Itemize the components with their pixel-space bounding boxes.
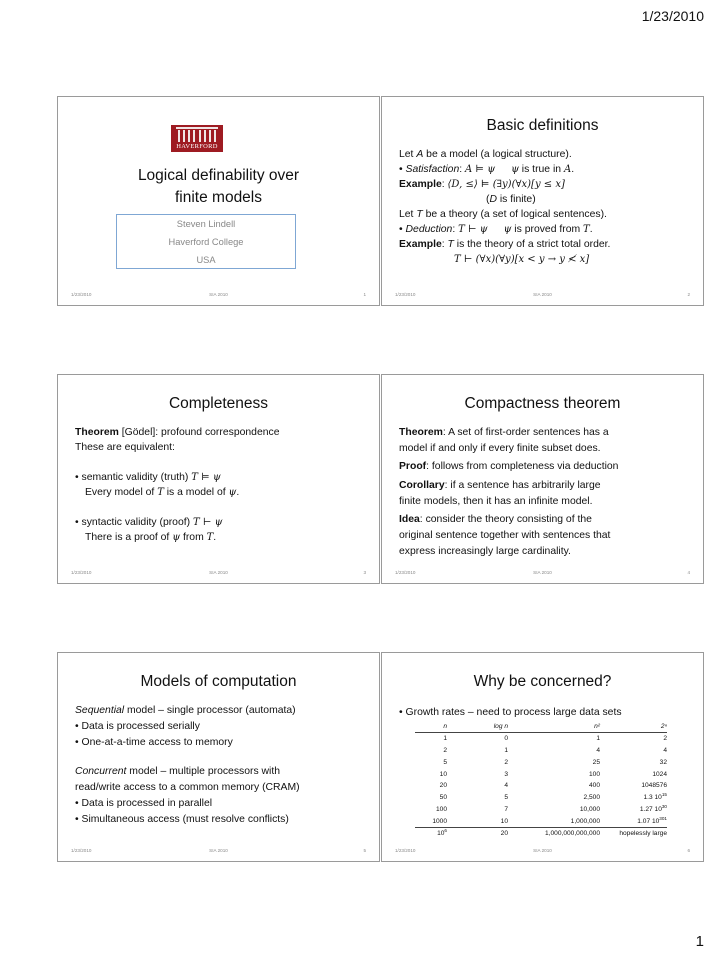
table-row: 50 5 2,500 1.3 $10^{15}$ — [439, 791, 667, 802]
slide-title: Basic definitions — [486, 117, 599, 134]
slide-1 — [57, 96, 380, 306]
slide-title: Compactness theorem — [464, 395, 621, 412]
slide-2 — [381, 96, 704, 306]
table-row: 5 2 25 32 — [443, 758, 667, 766]
slide-footer: 1/23/2010 SIA 2010 6 — [395, 848, 690, 853]
page-header-date: 1/23/2010 — [641, 8, 704, 24]
slide-3 — [57, 374, 380, 584]
slide-body: Theorem: A set of first-order sentences has a model if and only if every finite subset does. Proof: follows from completeness via deduction Corollary: if a sentence has arbitrarily large finite models, then it has an infinite model. Idea: consider the theory consisting of the original sentence together with sentences that express increasingly large cardinality. — [399, 427, 619, 558]
slide-title: Models of computation — [140, 673, 297, 690]
table-row: 2 1 4 4 — [443, 746, 667, 754]
author-institution: Haverford College — [168, 237, 244, 247]
slide-6 — [381, 652, 704, 862]
slide-body: • Growth rates – need to process large data sets — [399, 707, 622, 718]
slide-title: Logical definability over finite models — [137, 167, 300, 206]
logo-text: HAVERFORD — [176, 143, 218, 150]
haverford-logo — [171, 125, 223, 152]
column-header: n — [415, 721, 447, 733]
column-header: n² — [508, 721, 600, 733]
slide-title: Why be concerned? — [473, 673, 612, 690]
slide-4 — [381, 374, 704, 584]
slide-footer: 1/23/2010 SIA 2010 4 — [395, 570, 690, 575]
slide-title: Completeness — [168, 395, 269, 412]
author-country: USA — [196, 255, 216, 265]
slide-5 — [57, 652, 380, 862]
slide-footer: 1/23/2010 SIA 2010 3 — [71, 570, 366, 575]
table-header-row — [415, 721, 667, 733]
column-header: 2ⁿ — [600, 721, 667, 733]
table-row: 20 4 400 1048576 — [439, 782, 667, 790]
slide-body: Theorem [Gödel]: profound correspondence These are equivalent: • semantic validity (truth) T ⊨ ψ Every model of T is a model of ψ. • syntactic validity (proof) T ⊢ ψ There is a proof of ψ from T. — [75, 427, 280, 543]
table-row: 1000 10 1,000,000 1.07 $10^{301}$ — [432, 815, 667, 825]
growth-rate-table — [415, 721, 667, 839]
author-name: Steven Lindell — [176, 219, 236, 229]
slide-footer: 1/23/2010 SIA 2010 5 — [71, 848, 366, 853]
slide-footer: 1/23/2010 SIA 2010 2 — [395, 292, 690, 297]
table-row: 1 0 1 2 — [443, 735, 667, 743]
table-row: 10 3 100 1024 — [439, 770, 667, 778]
table-row: 100 7 10,000 1.27 $10^{30}$ — [435, 803, 667, 813]
author-box — [116, 214, 296, 269]
slide-body: Sequential model – single processor (automata) • Data is processed serially • One-at-a-time access to memory Concurrent model – multiple processors with read/write access to a common memory (CRAM) • Data is processed in parallel • Simultaneous access (must resolve conflicts) — [75, 705, 300, 825]
page-number: 1 — [695, 933, 704, 950]
table-row: $10^6$ 20 1,000,000,000,000 hopelessly large — [415, 827, 667, 839]
slide-body: Let A be a model (a logical structure). • Satisfaction: A ⊨ ψ ψ is true in A. Example: ⟨D, ≤⟩ ⊨ (∃y)(∀x)[y ≤ x] (D is finite) Let T be a theory (a set of logical sentences). • Deduction: T ⊢ ψ ψ is proved from T. Example: T is the theory of a strict total order. T ⊢ (∀x)(∀y)[x < y → y ≮ x] — [399, 149, 611, 265]
column-header: log n — [447, 721, 508, 733]
slide-footer: 1/23/2010 SIA 2010 1 — [71, 292, 366, 297]
